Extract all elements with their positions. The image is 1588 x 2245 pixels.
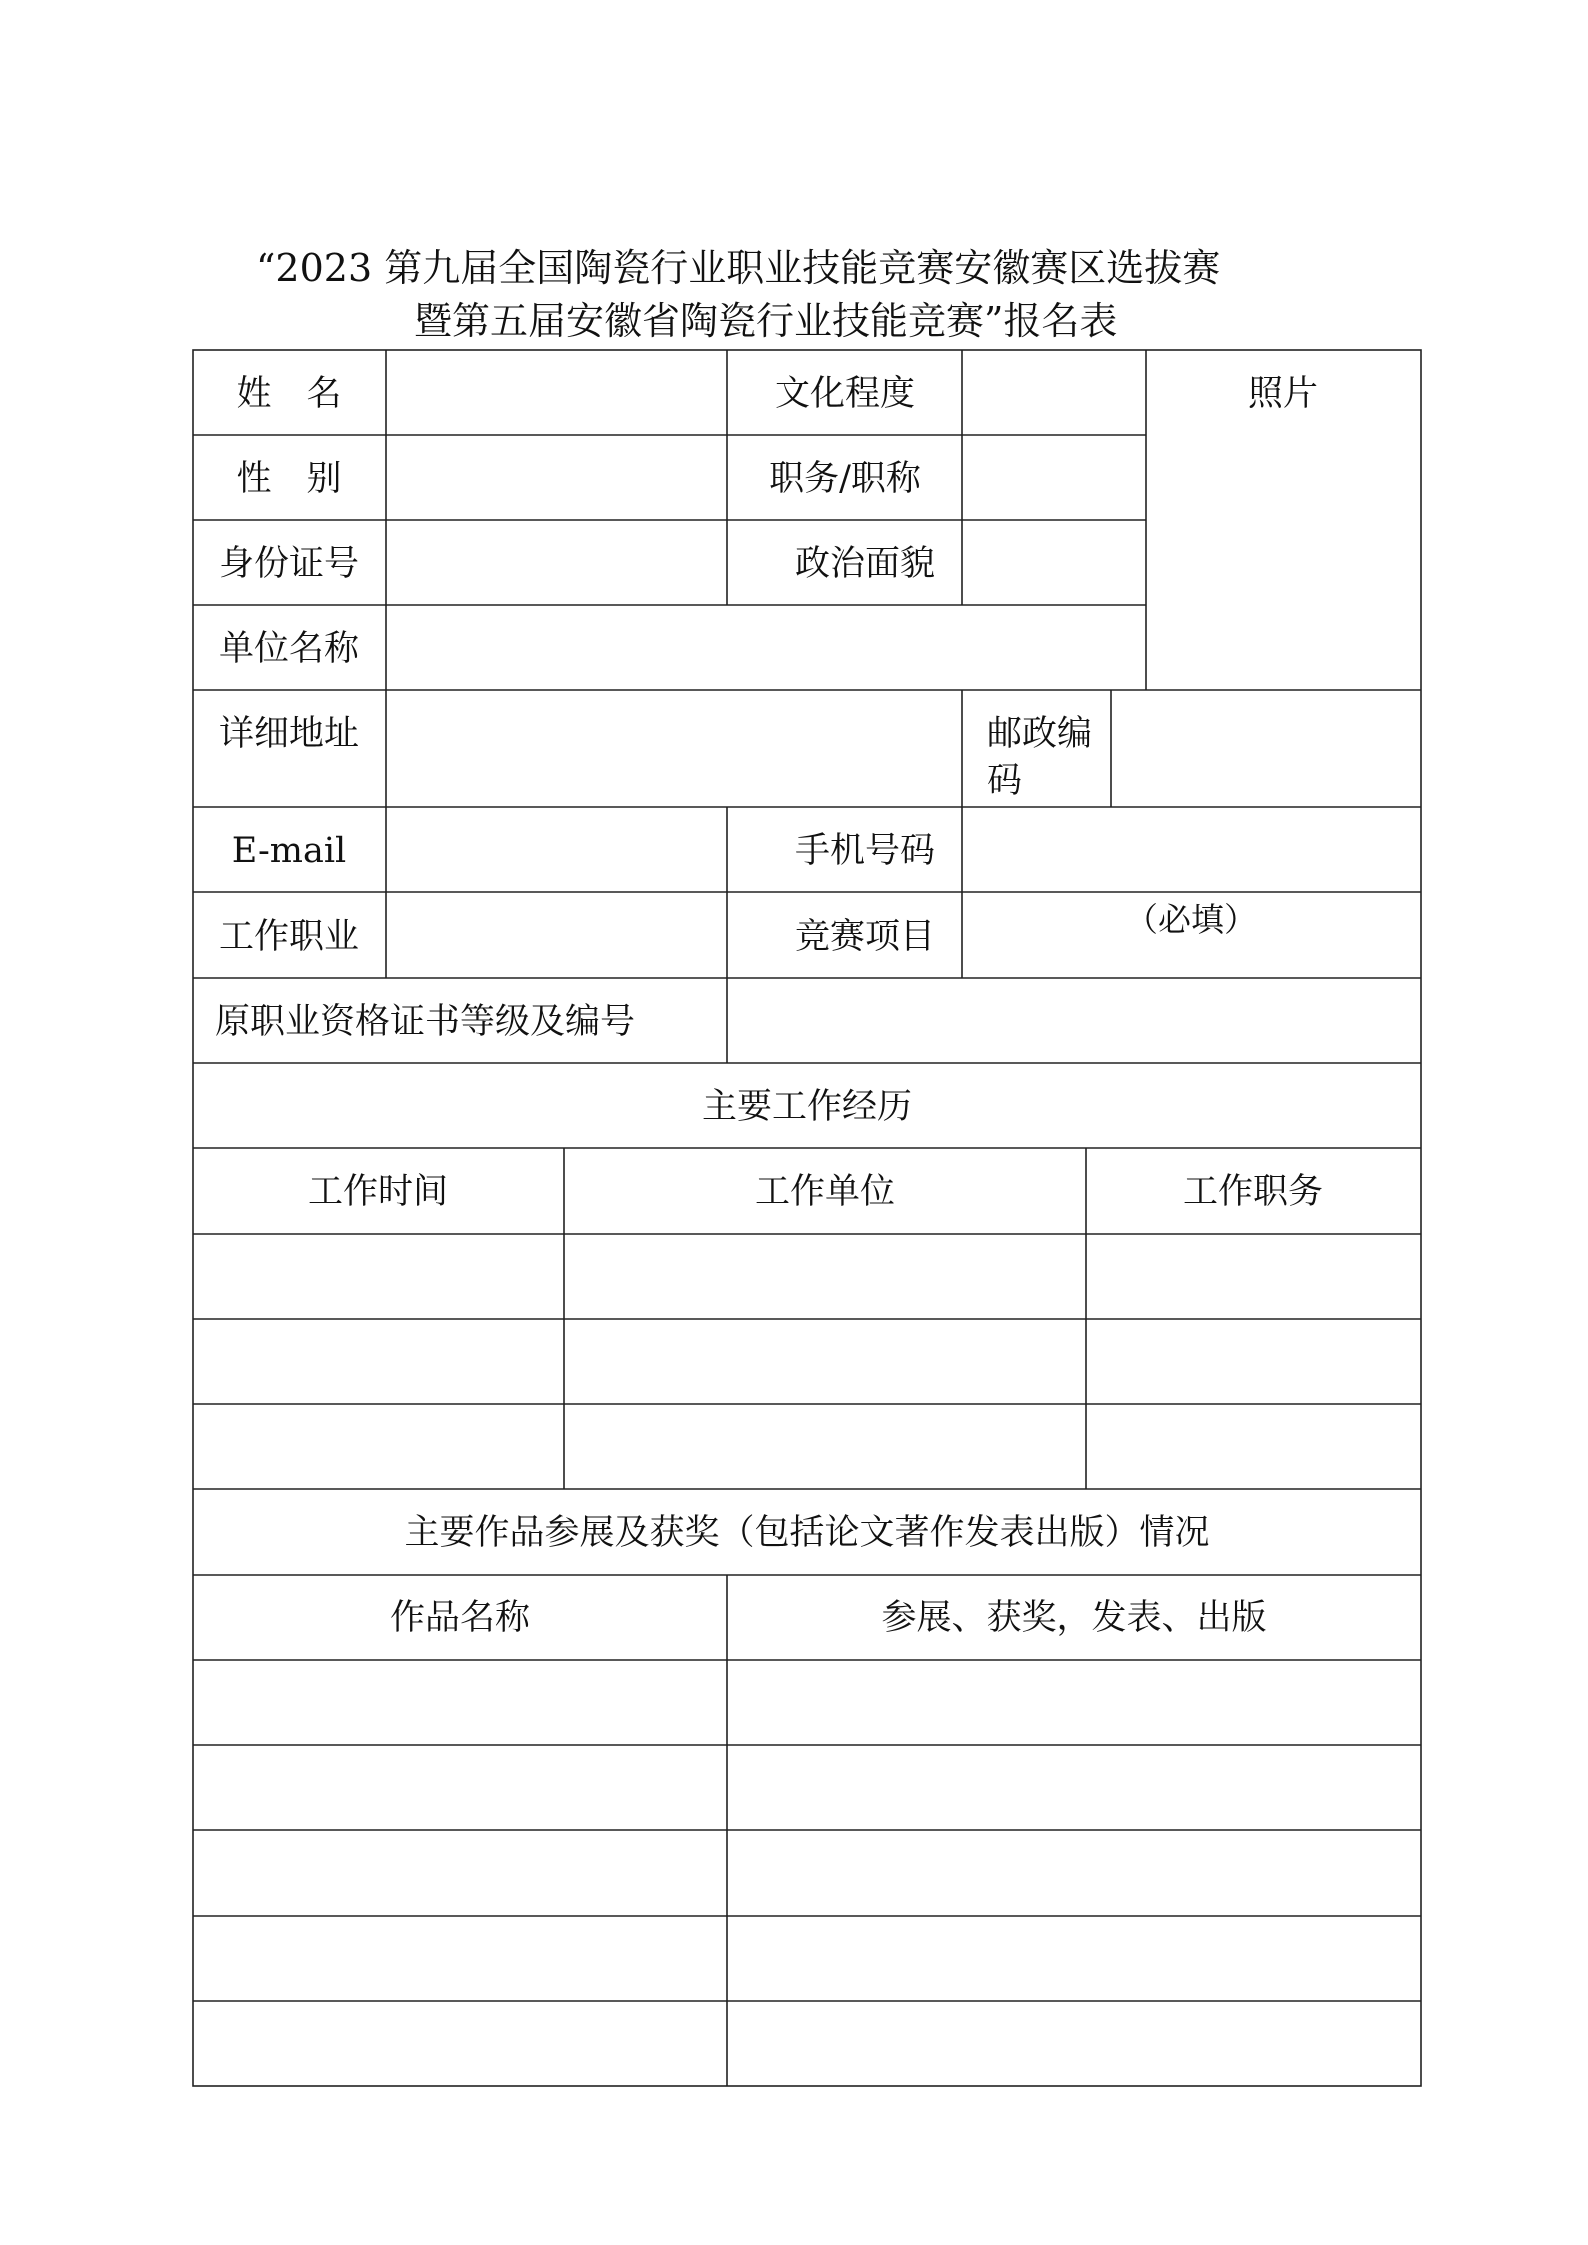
gender-field[interactable] bbox=[387, 436, 726, 519]
postcode-label-line-1: 邮政编 bbox=[987, 714, 1093, 754]
unit-name-label: 单位名称 bbox=[218, 629, 360, 669]
education-field[interactable] bbox=[963, 351, 1145, 434]
postcode-field[interactable] bbox=[1112, 691, 1420, 806]
position-title-field[interactable] bbox=[963, 436, 1145, 519]
work-unit-header: 工作单位 bbox=[754, 1172, 896, 1212]
work-time-header: 工作时间 bbox=[307, 1172, 449, 1212]
work-name-header: 作品名称 bbox=[389, 1598, 531, 1638]
photo-label: 照片 bbox=[1247, 374, 1319, 414]
mobile-label: 手机号码 bbox=[794, 831, 936, 871]
work-history-heading: 主要工作经历 bbox=[701, 1087, 913, 1127]
education-label: 文化程度 bbox=[774, 374, 916, 414]
email-label: E-mail bbox=[231, 831, 347, 871]
political-status-label: 政治面貌 bbox=[794, 544, 936, 584]
id-number-label: 身份证号 bbox=[218, 544, 360, 584]
event-label: 竞赛项目 bbox=[794, 917, 936, 957]
works-heading: 主要作品参展及获奖（包括论文著作发表出版）情况 bbox=[404, 1513, 1210, 1553]
occupation-label: 工作职业 bbox=[218, 917, 360, 957]
work-awards-header: 参展、获奖，发表、出版 bbox=[881, 1598, 1267, 1638]
certificate-label: 原职业资格证书等级及编号 bbox=[215, 1002, 636, 1042]
event-field[interactable] bbox=[963, 893, 1420, 977]
address-label: 详细地址 bbox=[218, 714, 360, 754]
photo-area[interactable] bbox=[1147, 436, 1420, 689]
form-title-line-1: “2023 第九届全国陶瓷行业职业技能竞赛安徽赛区选拔赛 bbox=[256, 246, 1221, 290]
name-field[interactable] bbox=[387, 351, 726, 434]
gender-label: 性 别 bbox=[236, 459, 342, 499]
name-label: 姓 名 bbox=[236, 374, 342, 414]
certificate-field[interactable] bbox=[728, 979, 1420, 1062]
work-duty-header: 工作职务 bbox=[1182, 1172, 1324, 1212]
form-title-line-2: 暨第五届安徽省陶瓷行业技能竞赛”报名表 bbox=[414, 299, 1118, 343]
position-title-label: 职务/职称 bbox=[769, 459, 921, 499]
address-field[interactable] bbox=[387, 691, 961, 806]
email-field[interactable] bbox=[387, 808, 726, 891]
postcode-label-line-2: 码 bbox=[987, 761, 1023, 801]
political-status-field[interactable] bbox=[963, 521, 1145, 604]
unit-name-field[interactable] bbox=[387, 606, 1145, 689]
mobile-field[interactable] bbox=[963, 808, 1420, 891]
id-number-field[interactable] bbox=[387, 521, 726, 604]
occupation-field[interactable] bbox=[387, 893, 726, 977]
